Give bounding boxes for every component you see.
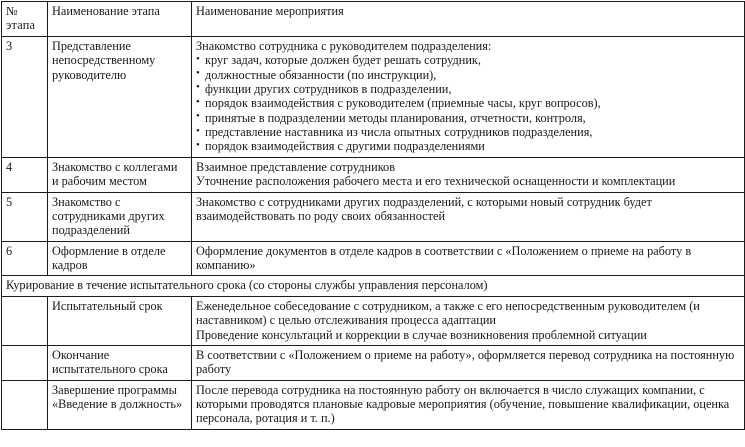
cell-stage-name: Оформление в отделе кадров <box>48 241 192 276</box>
table-row <box>2 36 745 157</box>
cell-activity <box>192 380 745 429</box>
activity-lead-text: Знакомство сотрудника с руководителем подразделения: <box>196 38 492 53</box>
table-row <box>2 241 745 276</box>
table-section-row <box>2 276 745 296</box>
table-row <box>2 157 745 192</box>
table-row <box>2 296 745 345</box>
table-header <box>2 2 745 37</box>
list-item: • представление наставника из числа опытных сотрудников подразделения, <box>196 125 740 139</box>
column-header-stage-number <box>2 2 48 37</box>
list-item: • принятые в подразделении методы планирования, отчетности, контроля, <box>196 111 740 125</box>
list-item: • порядок взаимодействия с руководителем (приемные часы, круг вопросов), <box>196 96 740 110</box>
cell-stage-name: Знакомство с коллегами и рабочим местом <box>48 157 192 192</box>
column-header-stage-number-line2: этапа <box>6 18 36 33</box>
cell-activity <box>192 241 745 276</box>
activity-bullet-list <box>196 53 740 154</box>
cell-stage-number: 5 <box>2 192 48 241</box>
cell-activity <box>192 345 745 380</box>
cell-stage-name: Завершение программы «Введение в должность» <box>48 380 192 429</box>
column-header-activity-name: Наименование мероприятия <box>192 2 745 37</box>
cell-activity <box>192 296 745 345</box>
cell-stage-name: Представление непосредственному руководителю <box>48 36 192 157</box>
cell-stage-number: 6 <box>2 241 48 276</box>
activity-paragraph: Взаимное представление сотрудников <box>196 159 395 174</box>
cell-activity <box>192 192 745 241</box>
activity-paragraph: Уточнение расположения рабочего места и его технической оснащенности и комплектации <box>196 174 676 189</box>
column-header-stage-name: Наименование этапа <box>48 2 192 37</box>
list-item: • функции других сотрудников в подразделении, <box>196 82 740 96</box>
table-body <box>2 36 745 429</box>
onboarding-stages-table <box>1 1 745 430</box>
activity-paragraph: В соответствии с «Положением о приеме на работу», оформляется перевод сотрудника на постоянную работу <box>196 347 735 377</box>
cell-stage-name: Испытательный срок <box>48 296 192 345</box>
activity-paragraph: Еженедельное собеседование с сотрудником, а также с его непосредственным руководителем (и наставником) с целью отслеживания процесса адаптации <box>196 298 700 328</box>
document-page <box>0 1 745 447</box>
column-header-stage-number-line1: № <box>6 4 18 18</box>
list-item: • круг задач, которые должен будет решать сотрудник, <box>196 53 740 67</box>
activity-paragraph: Оформление документов в отделе кадров в соответствии с «Положением о приеме на работу в компанию» <box>196 243 692 272</box>
activity-paragraph: После перевода сотрудника на постоянную работу он включается в число служащих компании, с которыми проводятся плановые кадровые мероприятия (обучение, повышение квалификации, оценка персонала, ротация и т. п.) <box>196 382 730 426</box>
table-row <box>2 192 745 241</box>
cell-stage-name: Окончание испытательного срока <box>48 345 192 380</box>
activity-paragraph: Знакомство с сотрудниками других подразделений, с которыми новый сотрудник будет взаимодействовать по роду своих обязанностей <box>196 194 652 223</box>
cell-stage-number <box>2 345 48 380</box>
cell-stage-number: 3 <box>2 36 48 157</box>
header-row <box>2 2 745 37</box>
cell-activity <box>192 157 745 192</box>
cell-activity <box>192 36 745 157</box>
activity-paragraph: Проведение консультаций и коррекции в случае возникновения проблемной ситуации <box>196 327 647 342</box>
cell-stage-number: 4 <box>2 157 48 192</box>
section-title-cell: Курирование в течение испытательного срока (со стороны службы управления персоналом) <box>2 276 745 296</box>
cell-stage-number <box>2 380 48 429</box>
table-row <box>2 380 745 429</box>
cell-stage-name: Знакомство с сотрудниками других подразделений <box>48 192 192 241</box>
cell-stage-number <box>2 296 48 345</box>
list-item: • должностные обязанности (по инструкции), <box>196 68 740 82</box>
list-item: • порядок взаимодействия с другими подразделениями <box>196 139 740 153</box>
table-row <box>2 345 745 380</box>
